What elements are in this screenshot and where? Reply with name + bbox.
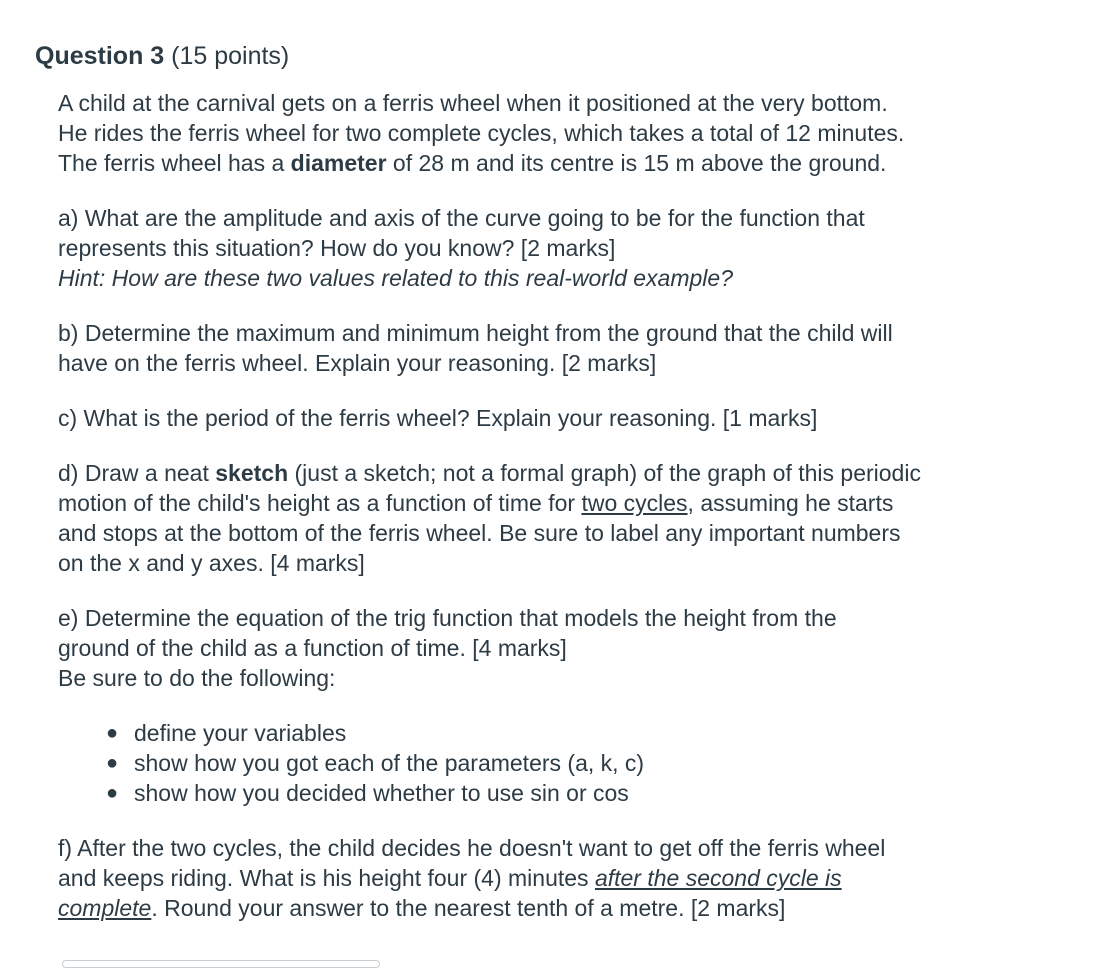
question-title: Question 3 xyxy=(35,42,165,70)
intro-line-3-rest: of 28 m and its centre is 15 m above the ground. xyxy=(386,150,887,176)
part-e-line-2: ground of the child as a function of time. [4 marks] xyxy=(58,635,567,661)
intro-line-2: He rides the ferris wheel for two complete cycles, which takes a total of 12 minutes. xyxy=(58,120,905,146)
part-f-line-3 xyxy=(58,893,1098,923)
part-d-line-2 xyxy=(58,488,1098,518)
bullet-icon: ● xyxy=(106,782,119,804)
part-f-line-2-text: and keeps riding. What is his height four (4) minutes xyxy=(58,865,595,891)
question-body xyxy=(58,88,1098,923)
bullet-icon: ● xyxy=(106,752,119,774)
part-d xyxy=(58,458,1098,578)
part-d-line-2-text: motion of the child's height as a function of time for xyxy=(58,490,582,516)
list-item-text: define your variables xyxy=(134,720,347,746)
part-b-line-2: have on the ferris wheel. Explain your reasoning. [2 marks] xyxy=(58,350,657,376)
part-a-line-1: a) What are the amplitude and axis of the curve going to be for the function that xyxy=(58,205,865,231)
intro-line-3-text: The ferris wheel has a xyxy=(58,150,291,176)
part-a-hint: Hint: How are these two values related to this real-world example? xyxy=(58,265,733,291)
list-item-text: show how you decided whether to use sin or cos xyxy=(134,780,629,806)
part-a xyxy=(58,203,1098,293)
bullet-icon: ● xyxy=(106,722,119,744)
part-d-line-3: and stops at the bottom of the ferris wheel. Be sure to label any important numbers xyxy=(58,520,901,546)
intro-line-1: A child at the carnival gets on a ferris wheel when it positioned at the very bottom. xyxy=(58,90,888,116)
question-points: (15 points) xyxy=(171,42,290,70)
part-a-line-2: represents this situation? How do you know? [2 marks] xyxy=(58,235,616,261)
part-f-line-2 xyxy=(58,863,1098,893)
part-f-line-1: f) After the two cycles, the child decides he doesn't want to get off the ferris wheel xyxy=(58,835,886,861)
sketch-emphasis: sketch xyxy=(215,460,289,486)
intro-paragraph xyxy=(58,88,1098,178)
part-d-line-4: on the x and y axes. [4 marks] xyxy=(58,550,365,576)
part-e xyxy=(58,603,1098,693)
list-item xyxy=(106,748,1098,778)
part-b xyxy=(58,318,1098,378)
diameter-emphasis: diameter xyxy=(290,150,387,176)
part-f-line-3-rest: . Round your answer to the nearest tenth of a metre. [2 marks] xyxy=(151,895,786,921)
part-e-line-3: Be sure to do the following: xyxy=(58,665,336,691)
list-item xyxy=(106,718,1098,748)
part-c-line-1: c) What is the period of the ferris wheel? Explain your reasoning. [1 marks] xyxy=(58,405,818,431)
question-header xyxy=(35,40,289,72)
part-f xyxy=(58,833,1098,923)
complete-emphasis: complete xyxy=(58,895,152,921)
part-c xyxy=(58,403,1098,433)
part-e-line-1: e) Determine the equation of the trig function that models the height from the xyxy=(58,605,837,631)
part-b-line-1: b) Determine the maximum and minimum height from the ground that the child will xyxy=(58,320,893,346)
list-item xyxy=(106,778,1098,808)
list-item-text: show how you got each of the parameters (a, k, c) xyxy=(134,750,645,776)
part-d-line-1-rest: (just a sketch; not a formal graph) of the graph of this periodic xyxy=(288,460,921,486)
part-d-line-1-text: d) Draw a neat xyxy=(58,460,216,486)
answer-editor-top-edge[interactable] xyxy=(62,960,380,968)
part-d-line-1 xyxy=(58,458,1098,488)
intro-line-3 xyxy=(58,148,1098,178)
two-cycles-emphasis: two cycles xyxy=(581,490,688,516)
part-e-requirements-list xyxy=(58,718,1098,808)
after-second-cycle-emphasis: after the second cycle is xyxy=(594,865,842,891)
part-d-line-2-rest: , assuming he starts xyxy=(687,490,894,516)
